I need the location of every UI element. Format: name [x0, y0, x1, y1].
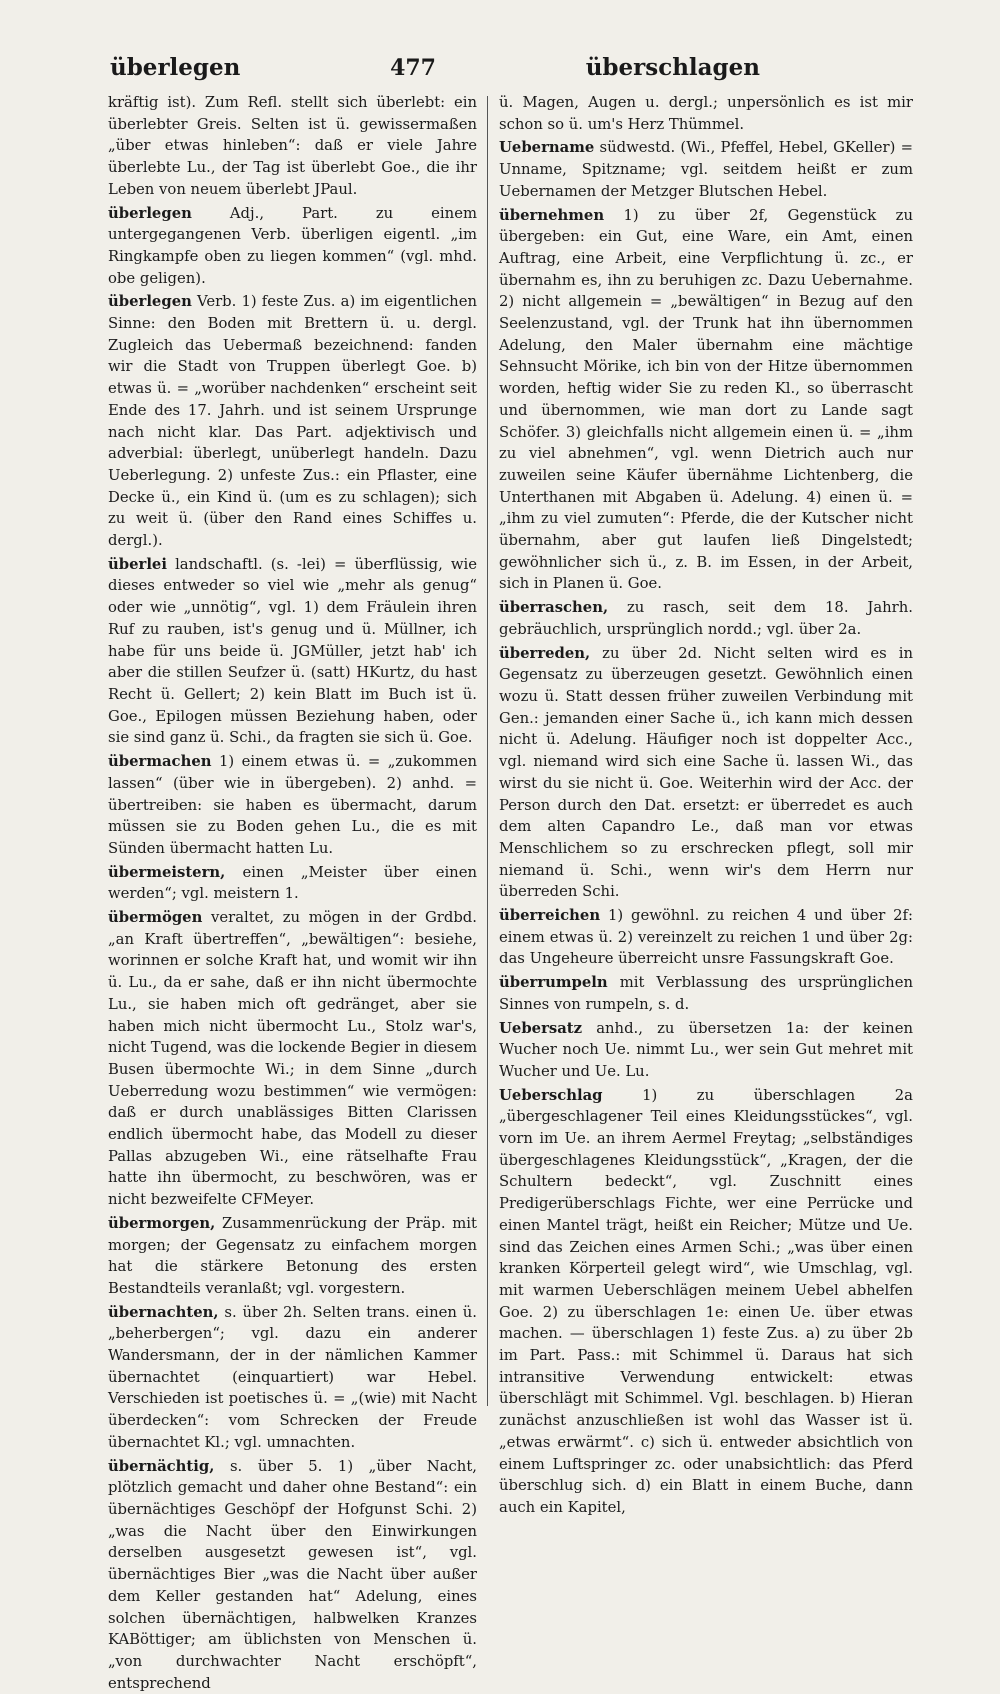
left-column [108, 92, 478, 1692]
entry-text: kräftig ist). Zum Refl. stellt sich überlebt: ein überlebter Greis. Selten ist ü. gewissermaßen „über etwas hinleben“: daß er viele Jahre überlebte Lu., der Tag ist überlebt Goe., die ihr Leben von neuem überlebt JPaul. [108, 94, 477, 198]
entry-text: 1) zu überschlagen 2a „übergeschlagener Teil eines Kleidungsstückes“, vgl. vorn im Ue. an ihrem Aermel Freytag; „selbständiges übergeschlagenes Kleidungsstück“, „Kragen, der die Schultern bedeckt“, vgl. Zuschnitt eines Predigerüberschlags Fichte, wer eine Perrücke und einen Mantel trägt, heißt ein Reicher; Mütze und Ue. sind das Zeichen eines Armen Schi.; „was über einen kranken Körperteil gelegt wird“, wie Umschlag, vgl. mit warmen Ueberschlägen meinem Uebel abhelfen Goe. 2) zu überschlagen 1e: einen Ue. über etwas machen. — überschlagen 1) feste Zus. a) zu über 2b im Part. Pass.: mit Schimmel ü. Daraus hat sich intransitive Verwendung entwickelt: etwas überschlägt mit Schimmel. Vgl. beschlagen. b) Hieran zunächst anzuschließen ist wohl das Wasser ist ü. „etwas erwärmt“. c) sich ü. entweder absichtlich von einem Luftspringer zc. oder unabsichtlich: das Pferd überschlug sich. d) ein Blatt in einem Buche, dann auch ein Kapitel, [499, 1086, 913, 1516]
dictionary-entry [499, 137, 913, 202]
entry-text: 1) gewöhnl. zu reichen 4 und über 2f: einem etwas ü. 2) vereinzelt zu reichen 1 und über 2g: das Ungeheure überreicht unsre Fassungskraft Goe. [499, 907, 913, 968]
entry-headword: übernehmen [499, 206, 605, 224]
entry-text: ü. Magen, Augen u. dergl.; unpersönlich es ist mir schon so ü. um's Herz Thümmel. [499, 94, 913, 133]
entry-headword: übermachen [108, 753, 212, 771]
entry-headword: übermeistern, [108, 863, 226, 881]
dictionary-entry [108, 862, 477, 905]
entry-headword: überraschen, [499, 599, 609, 617]
dictionary-entry [108, 291, 477, 551]
entry-headword: Uebername [499, 139, 595, 157]
entry-headword: überlegen [108, 204, 192, 222]
right-column [499, 92, 913, 1517]
dictionary-entry [499, 972, 913, 1015]
entry-headword: überlei [108, 555, 167, 573]
dictionary-entry [499, 1085, 913, 1519]
dictionary-entry [108, 554, 477, 749]
entry-headword: übermorgen, [108, 1214, 216, 1232]
entry-text: 1) zu über 2f, Gegenstück zu übergeben: ein Gut, eine Ware, ein Amt, einen Auftrag, eine Arbeit, eine Verpflichtung ü. zc., er übernahm es, ihn zu beruhigen zc. Dazu Uebernahme. 2) nicht allgemein = „bewältigen“ in Bezug auf den Seelenzustand, vgl. der Trunk hat ihn übernommen Adelung, den Maler übernahm eine mächtige Sehnsucht Mörike, ich bin von der Hitze übernommen worden, heftig wider Sie zu reden Kl., so überrascht und übernommen, wie man dort zu Lande sagt Schöfer. 3) gleichfalls nicht allgemein einen ü. = „ihm zu viel abnehmen“, vgl. wenn Dietrich auch nur zuweilen seine Käufer übernähme Lichtenberg, die Unterthanen mit Abgaben ü. Adelung. 4) einen ü. = „ihm zu viel zumuten“: Pferde, die der Kutscher nicht übernahm, aber gut laufen ließ Dingelstedt; gewöhnlicher sich ü., z. B. im Essen, in der Arbeit, sich in Planen ü. Goe. [499, 206, 913, 593]
dictionary-entry [499, 643, 913, 903]
column-divider [487, 96, 488, 1406]
dictionary-entry [499, 1018, 913, 1083]
dictionary-entry [499, 597, 913, 640]
dictionary-entry [108, 907, 477, 1211]
entry-headword: übermögen [108, 909, 203, 927]
dictionary-entry [499, 905, 913, 970]
dictionary-entry [108, 1456, 477, 1694]
entry-text: zu über 2d. Nicht selten wird es in Gegensatz zu überzeugen gesetzt. Gewöhnlich einen wozu ü. Statt dessen früher zuweilen Verbindung mit Gen.: jemanden einer Sache ü., ich kann mich dessen nicht ü. Adelung. Häufiger noch ist doppelter Acc., vgl. niemand wird sich eine Sache ü. lassen Wi., das wirst du sie nicht ü. Goe. Weiterhin wird der Acc. der Person durch den Dat. ersetzt: er überredet es auch dem alten Capandro Le., daß man vor etwas Menschlichem so zu erschrecken pflegt, soll mir niemand ü. Schi., wenn wir's dem Herrn nur überreden Schi. [499, 644, 913, 901]
dictionary-entry [499, 92, 913, 135]
entry-text: s. über 5. 1) „über Nacht, plötzlich gemacht und daher ohne Bestand“: ein übernächtiges Geschöpf der Hofgunst Schi. 2) „was die Nacht über den Einwirkungen derselben ausgesetzt gewesen ist“, vgl. übernächtiges Bier „was die Nacht über außer dem Keller gestanden hat“ Adelung, eines solchen übernächtigen, halbwelken Kranzes KABöttiger; am üblichsten von Menschen ü. „von durchwachter Nacht erschöpft“, entsprechend [108, 1457, 477, 1692]
entry-text: Adj., Part. zu einem untergegangenen Verb. überligen eigentl. „im Ringkampfe oben zu liegen kommen“ (vgl. mhd. obe geligen). [108, 204, 477, 287]
page-header [110, 54, 760, 81]
dictionary-entry [108, 1302, 477, 1454]
entry-text: zu rasch, seit dem 18. Jahrh. gebräuchlich, ursprünglich nordd.; vgl. über 2a. [499, 599, 913, 638]
entry-text: südwestd. (Wi., Pfeffel, Hebel, GKeller) = Unname, Spitzname; vgl. seitdem heißt er zum Uebernamen der Metzger Blutschen Hebel. [499, 139, 913, 200]
entry-text: veraltet, zu mögen in der Grdbd. „an Kraft übertreffen“, „bewältigen“: besiehe, worinnen er solche Kraft hat, und womit wir ihn ü. Lu., da er sahe, daß er ihn nicht übermochte Lu., sie haben mich oft gedränget, aber sie haben mich nicht übermocht Lu., Stolz war's, nicht Tugend, was die lockende Begier in diesem Busen übermochte Wi.; in dem Sinne „durch Ueberredung wozu bestimmen“ wie vermögen: daß er durch unablässiges Bitten Clarissen endlich übermocht habe, das Modell zu dieser Pallas abzugeben Wi., eine rätselhafte Frau hatte ihn übermocht, zu beschwören, was er nicht bezweifelte CFMeyer. [108, 909, 478, 1209]
entry-text: 1) einem etwas ü. = „zukommen lassen“ (über wie in übergeben). 2) anhd. = übertreiben: sie haben es übermacht, darum müssen sie zu Boden gehen Lu., die es mit Sünden übermacht hatten Lu. [108, 753, 477, 857]
entry-headword: Ueberschlag [499, 1086, 603, 1104]
entry-headword: überlegen [108, 293, 192, 311]
dictionary-entry [108, 751, 477, 860]
entry-headword: Uebersatz [499, 1019, 583, 1037]
page-number: 477 [390, 55, 436, 81]
entry-headword: überrumpeln [499, 974, 608, 992]
entry-headword: übernachten, [108, 1303, 219, 1321]
entry-headword: überreden, [499, 644, 591, 662]
entry-text: Verb. 1) feste Zus. a) im eigentlichen Sinne: den Boden mit Brettern ü. u. dergl. Zugleich das Uebermaß bezeichnend: fanden wir die Stadt von Truppen überlegt Goe. b) etwas ü. = „worüber nachdenken“ erscheint seit Ende des 17. Jahrh. und ist seinem Ursprunge nach nicht klar. Das Part. adjektivisch und adverbial: überlegt, unüberlegt handeln. Dazu Ueberlegung. 2) unfeste Zus.: ein Pflaster, eine Decke ü., ein Kind ü. (um es zu schlagen); sich zu weit ü. (über den Rand eines Schiffes u. dergl.). [108, 293, 477, 550]
entry-text: s. über 2h. Selten trans. einen ü. „beherbergen“; vgl. dazu ein anderer Wandersmann, der in der nämlichen Kammer übernachtet (einquartiert) war Hebel. Verschieden ist poetisches ü. = „(wie) mit Nacht überdecken“: vom Schrecken der Freude übernachtet Kl.; vgl. umnachten. [108, 1303, 477, 1451]
dictionary-entry [108, 203, 477, 290]
entry-text: landschaftl. (s. -lei) = überflüssig, wie dieses entweder so viel wie „mehr als genug“ oder wie „unnötig“, vgl. 1) dem Fräulein ihren Ruf zu rauben, ist's genug und ü. Müllner, ich habe für uns beide ü. JGMüller, jetzt hab' ich aber die stillen Seufzer ü. (satt) HKurtz, du hast Recht ü. Gellert; 2) kein Blatt im Buch ist ü. Goe., Epilogen müssen Beziehung haben, oder sie sind ganz ü. Schi., da fragten sie sich ü. Goe. [108, 555, 477, 747]
dictionary-entry [108, 1213, 477, 1300]
entry-text: anhd., zu übersetzen 1a: der keinen Wucher noch Ue. nimmt Lu., wer sein Gut mehret mit Wucher und Ue. Lu. [499, 1019, 913, 1080]
dictionary-entry [108, 92, 477, 201]
entry-headword: übernächtig, [108, 1457, 215, 1475]
dictionary-entry [499, 205, 913, 596]
header-left-keyword: überlegen [110, 54, 241, 81]
entry-text: mit Verblassung des ursprünglichen Sinnes von rumpeln, s. d. [499, 974, 913, 1013]
entry-text: Zusammenrückung der Präp. mit morgen; der Gegensatz zu einfachem morgen hat die stärkere Betonung des ersten Bestandteils veranlaßt; vgl. vorgestern. [108, 1214, 477, 1297]
entry-headword: überreichen [499, 907, 601, 925]
entry-text: einen „Meister über einen werden“; vgl. meistern 1. [108, 863, 477, 903]
header-right-keyword: überschlagen [585, 54, 760, 81]
